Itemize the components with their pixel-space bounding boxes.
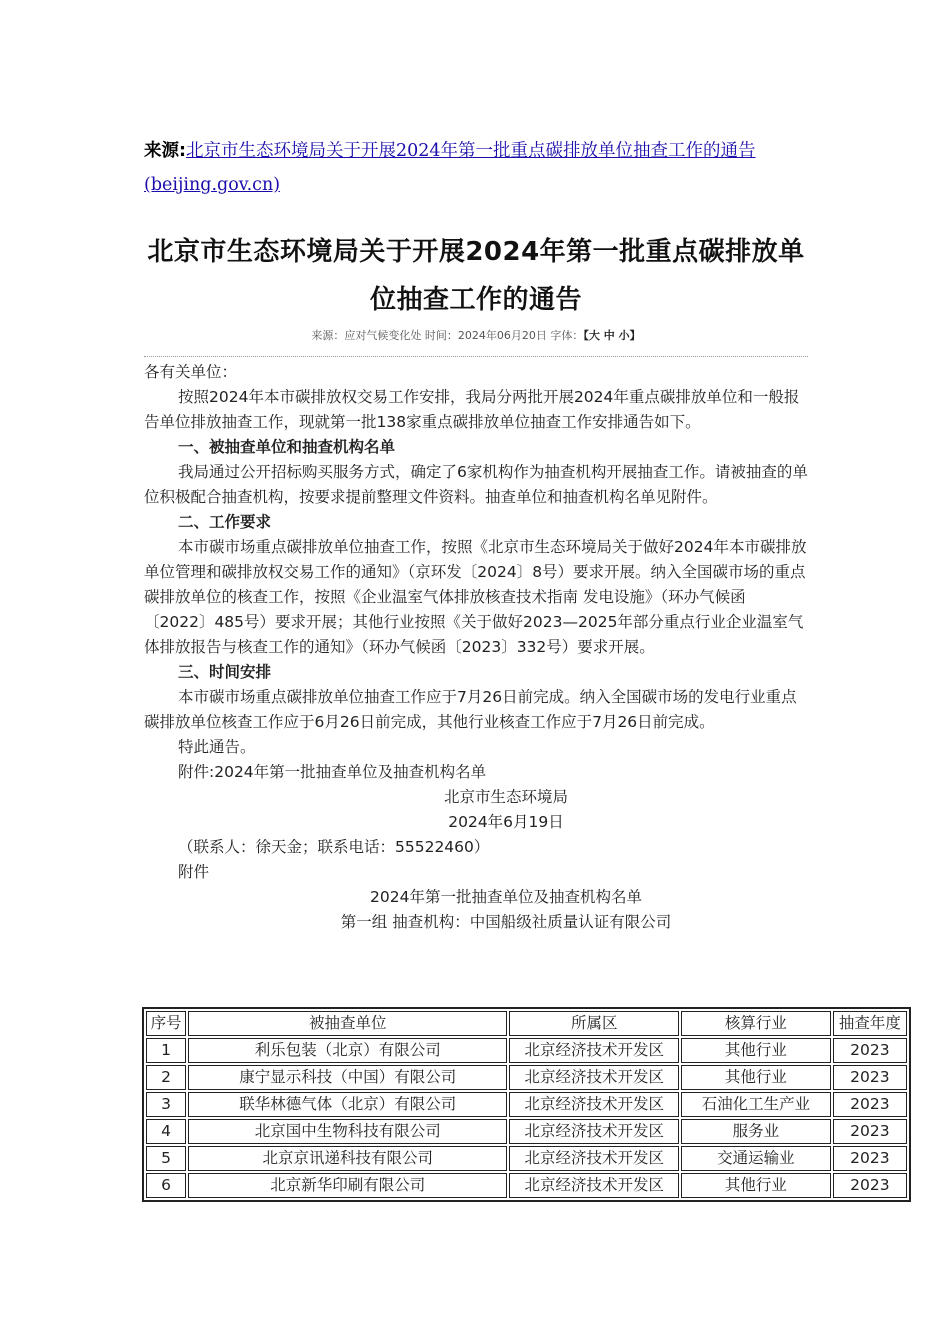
group-title: 第一组 抽查机构：中国船级社质量认证有限公司 bbox=[340, 913, 672, 931]
contact-info: （联系人：徐天金；联系电话：55522460） bbox=[178, 838, 490, 856]
cell-industry: 其他行业 bbox=[681, 1038, 831, 1063]
inspection-table-wrapper bbox=[142, 1007, 911, 1202]
cell-unit: 利乐包装（北京）有限公司 bbox=[188, 1038, 507, 1063]
cell-index: 6 bbox=[146, 1173, 186, 1198]
cell-index: 2 bbox=[146, 1065, 186, 1090]
cell-industry: 服务业 bbox=[681, 1119, 831, 1144]
cell-district: 北京经济技术开发区 bbox=[509, 1146, 679, 1171]
title-divider bbox=[144, 356, 808, 357]
section1-paragraph: 我局通过公开招标购买服务方式，确定了6家机构作为抽查机构开展抽查工作。请被抽查的单位积极配合抽查机构，按要求提前整理文件资料。抽查单位和抽查机构名单见附件。 bbox=[144, 463, 808, 506]
table-row bbox=[146, 1065, 907, 1090]
table-row bbox=[146, 1173, 907, 1198]
cell-industry: 其他行业 bbox=[681, 1173, 831, 1198]
cell-industry: 交通运输业 bbox=[681, 1146, 831, 1171]
cell-year: 2023 bbox=[833, 1065, 907, 1090]
cell-year: 2023 bbox=[833, 1119, 907, 1144]
section3-heading: 三、时间安排 bbox=[178, 663, 272, 681]
header-unit: 被抽查单位 bbox=[188, 1011, 507, 1036]
cell-year: 2023 bbox=[833, 1146, 907, 1171]
cell-year: 2023 bbox=[833, 1173, 907, 1198]
cell-industry: 其他行业 bbox=[681, 1065, 831, 1090]
table-header-row bbox=[146, 1011, 907, 1036]
cell-district: 北京经济技术开发区 bbox=[509, 1038, 679, 1063]
cell-index: 3 bbox=[146, 1092, 186, 1117]
article-title: 北京市生态环境局关于开展2024年第一批重点碳排放单位抽查工作的通告 bbox=[147, 237, 805, 315]
issue-date: 2024年6月19日 bbox=[448, 813, 564, 831]
table-row bbox=[146, 1119, 907, 1144]
section3-paragraph: 本市碳市场重点碳排放单位抽查工作应于7月26日前完成。纳入全国碳市场的发电行业重点碳排放单位核查工作应于6月26日前完成，其他行业核查工作应于7月26日前完成。 bbox=[144, 688, 797, 731]
cell-district: 北京经济技术开发区 bbox=[509, 1065, 679, 1090]
font-size-switcher[interactable]: 【大 中 小】 bbox=[583, 329, 641, 342]
cell-unit: 联华林德气体（北京）有限公司 bbox=[188, 1092, 507, 1117]
cell-district: 北京经济技术开发区 bbox=[509, 1173, 679, 1198]
cell-index: 1 bbox=[146, 1038, 186, 1063]
cell-district: 北京经济技术开发区 bbox=[509, 1092, 679, 1117]
table-row bbox=[146, 1092, 907, 1117]
cell-index: 5 bbox=[146, 1146, 186, 1171]
salutation: 各有关单位： bbox=[144, 363, 238, 381]
closing-line: 特此通告。 bbox=[178, 738, 256, 756]
header-industry: 核算行业 bbox=[681, 1011, 831, 1036]
inspection-table bbox=[142, 1007, 911, 1202]
section1-heading: 一、被抽查单位和抽查机构名单 bbox=[178, 438, 396, 456]
cell-industry: 石油化工生产业 bbox=[681, 1092, 831, 1117]
source-link[interactable]: 北京市生态环境局关于开展2024年第一批重点碳排放单位抽查工作的通告 (beijing.gov.cn) bbox=[144, 141, 756, 195]
table-row bbox=[146, 1146, 907, 1171]
article-meta bbox=[144, 327, 808, 345]
cell-unit: 北京新华印刷有限公司 bbox=[188, 1173, 507, 1198]
cell-year: 2023 bbox=[833, 1038, 907, 1063]
header-district: 所属区 bbox=[509, 1011, 679, 1036]
source-label: 来源: bbox=[144, 141, 186, 161]
cell-year: 2023 bbox=[833, 1092, 907, 1117]
header-index: 序号 bbox=[146, 1011, 186, 1036]
attachment-title: 2024年第一批抽查单位及抽查机构名单 bbox=[370, 888, 642, 906]
meta-text: 来源：应对气候变化处 时间：2024年06月20日 字体： bbox=[311, 329, 584, 342]
cell-district: 北京经济技术开发区 bbox=[509, 1119, 679, 1144]
issuer-name: 北京市生态环境局 bbox=[443, 788, 568, 806]
section2-paragraph: 本市碳市场重点碳排放单位抽查工作，按照《北京市生态环境局关于做好2024年本市碳排放单位管理和碳排放权交易工作的通知》（京环发〔2024〕8号）要求开展。纳入全国碳市场的重点碳排放单位的核查工作，按照《企业温室气体排放核查技术指南 发电设施》（环办气候函〔2022〕485号）要求开展；其他行业按照《关于做好2023—2025年部分重点行业企业温室气体排放报告与核查工作的通知》（环办气候函〔2023〕332号）要求开展。 bbox=[144, 538, 807, 656]
cell-unit: 北京国中生物科技有限公司 bbox=[188, 1119, 507, 1144]
header-year: 抽查年度 bbox=[833, 1011, 907, 1036]
source-line bbox=[144, 134, 808, 202]
cell-unit: 北京京讯递科技有限公司 bbox=[188, 1146, 507, 1171]
cell-index: 4 bbox=[146, 1119, 186, 1144]
intro-paragraph: 按照2024年本市碳排放权交易工作安排，我局分两批开展2024年重点碳排放单位和一般报告单位排放抽查工作，现就第一批138家重点碳排放单位抽查工作安排通告如下。 bbox=[144, 388, 800, 431]
attachment-reference: 附件:2024年第一批抽查单位及抽查机构名单 bbox=[178, 763, 487, 781]
table-row bbox=[146, 1038, 907, 1063]
attachment-label: 附件 bbox=[178, 863, 210, 881]
cell-unit: 康宁显示科技（中国）有限公司 bbox=[188, 1065, 507, 1090]
section2-heading: 二、工作要求 bbox=[178, 513, 272, 531]
article-body bbox=[144, 360, 808, 935]
